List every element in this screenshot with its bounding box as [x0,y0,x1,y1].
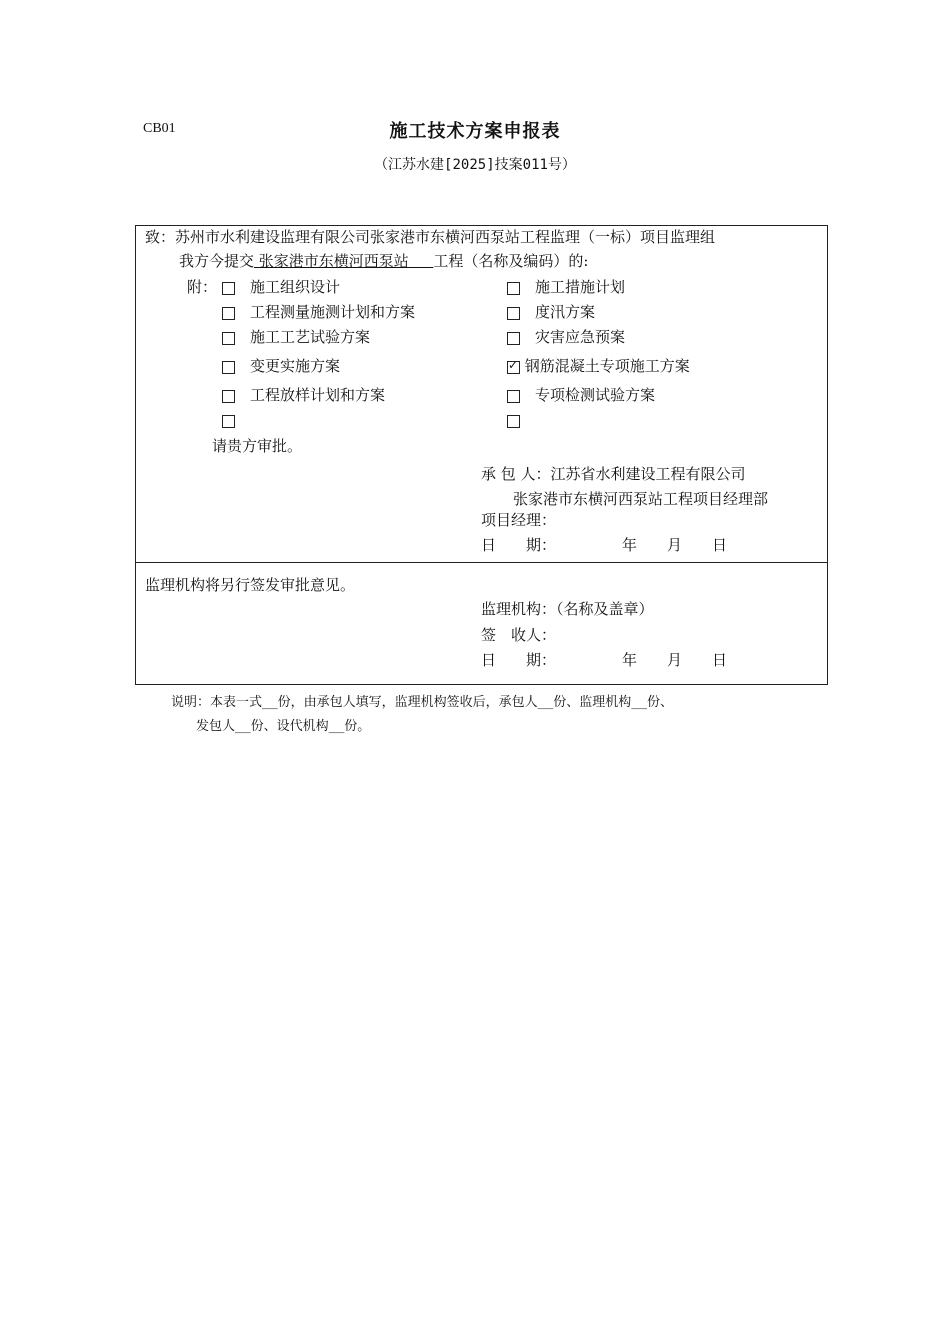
attachment-item[interactable] [507,409,535,430]
submit-blank [414,252,434,270]
date-ymd: 年 月 日 [622,536,728,554]
attachment-item-label: 变更实施方案 [250,357,341,375]
checkbox[interactable] [507,282,520,295]
checkbox[interactable] [222,361,235,374]
attachment-item[interactable] [222,355,340,376]
attachment-item[interactable] [222,276,340,297]
checkbox[interactable] [222,282,235,295]
checkbox[interactable] [507,332,520,345]
checkbox-checked[interactable] [507,361,520,374]
checkbox[interactable] [507,307,520,320]
attachment-item-label: 工程放样计划和方案 [250,386,386,404]
attachment-item-label: 度汛方案 [535,303,596,321]
date-label: 日 期： [481,651,557,669]
supervisor-org-line [481,598,654,619]
checkbox[interactable] [222,332,235,345]
supervisor-org-value: （名称及盖章） [556,600,654,618]
date-label: 日 期： [481,536,557,554]
attachment-item[interactable] [222,384,385,405]
attachment-item-label: 施工措施计划 [535,278,626,296]
checkbox[interactable] [507,415,520,428]
attachment-item-label: 工程测量施测计划和方案 [250,303,416,321]
supervisor-org-label: 监理机构： [481,600,557,618]
form-code: CB01 [143,121,176,136]
attachment-item[interactable] [507,355,690,376]
attachment-item[interactable] [507,326,625,347]
attachment-item[interactable] [507,276,625,297]
attachment-label: 附： [187,278,218,296]
submit-line [179,250,588,271]
attachment-item-label: 专项检测试验方案 [535,386,656,404]
checkbox[interactable] [222,390,235,403]
attachment-item[interactable] [222,326,370,347]
submit-prefix: 我方今提交 [179,252,255,270]
checkbox[interactable] [507,390,520,403]
receiver-label: 签 收人： [481,626,557,644]
contractor-department: 张家港市东横河西泵站工程项目经理部 [513,490,769,508]
note-line-2: 发包人__份、设代机构__份。 [196,719,371,734]
manager-label: 项目经理： [481,511,557,529]
contractor-label: 承 包 人： [481,465,551,483]
note-line-1: 说明：本表一式__份，由承包人填写，监理机构签收后，承包人__份、监理机构__份、 [171,695,673,710]
attachment-item-label: 施工组织设计 [250,278,341,296]
request-text: 请贵方审批。 [212,437,303,455]
contractor-line [481,463,746,484]
contractor-name: 江苏省水利建设工程有限公司 [550,465,746,483]
attachment-item[interactable] [507,301,595,322]
submit-project-name[interactable]: 张家港市东横河西泵站 [254,252,414,270]
supervisor-opinion: 监理机构将另行签发审批意见。 [145,576,356,594]
page-title: 施工技术方案申报表 [389,121,561,142]
addressee-line: 致：苏州市水利建设监理有限公司张家港市东横河西泵站工程监理（一标）项目监理组 [145,228,716,246]
attachment-item[interactable] [222,409,250,430]
submit-suffix: 工程（名称及编码）的: [433,252,589,270]
document-number: （江苏水建[2025]技案011号） [374,157,576,173]
attachment-item[interactable] [222,301,415,322]
attachment-item-label: 灾害应急预案 [535,328,626,346]
checkbox[interactable] [222,307,235,320]
date-ymd: 年 月 日 [622,651,728,669]
attachment-item-label: 钢筋混凝土专项施工方案 [524,357,690,375]
attachment-item[interactable] [507,384,655,405]
attachment-item-label: 施工工艺试验方案 [250,328,371,346]
checkbox[interactable] [222,415,235,428]
